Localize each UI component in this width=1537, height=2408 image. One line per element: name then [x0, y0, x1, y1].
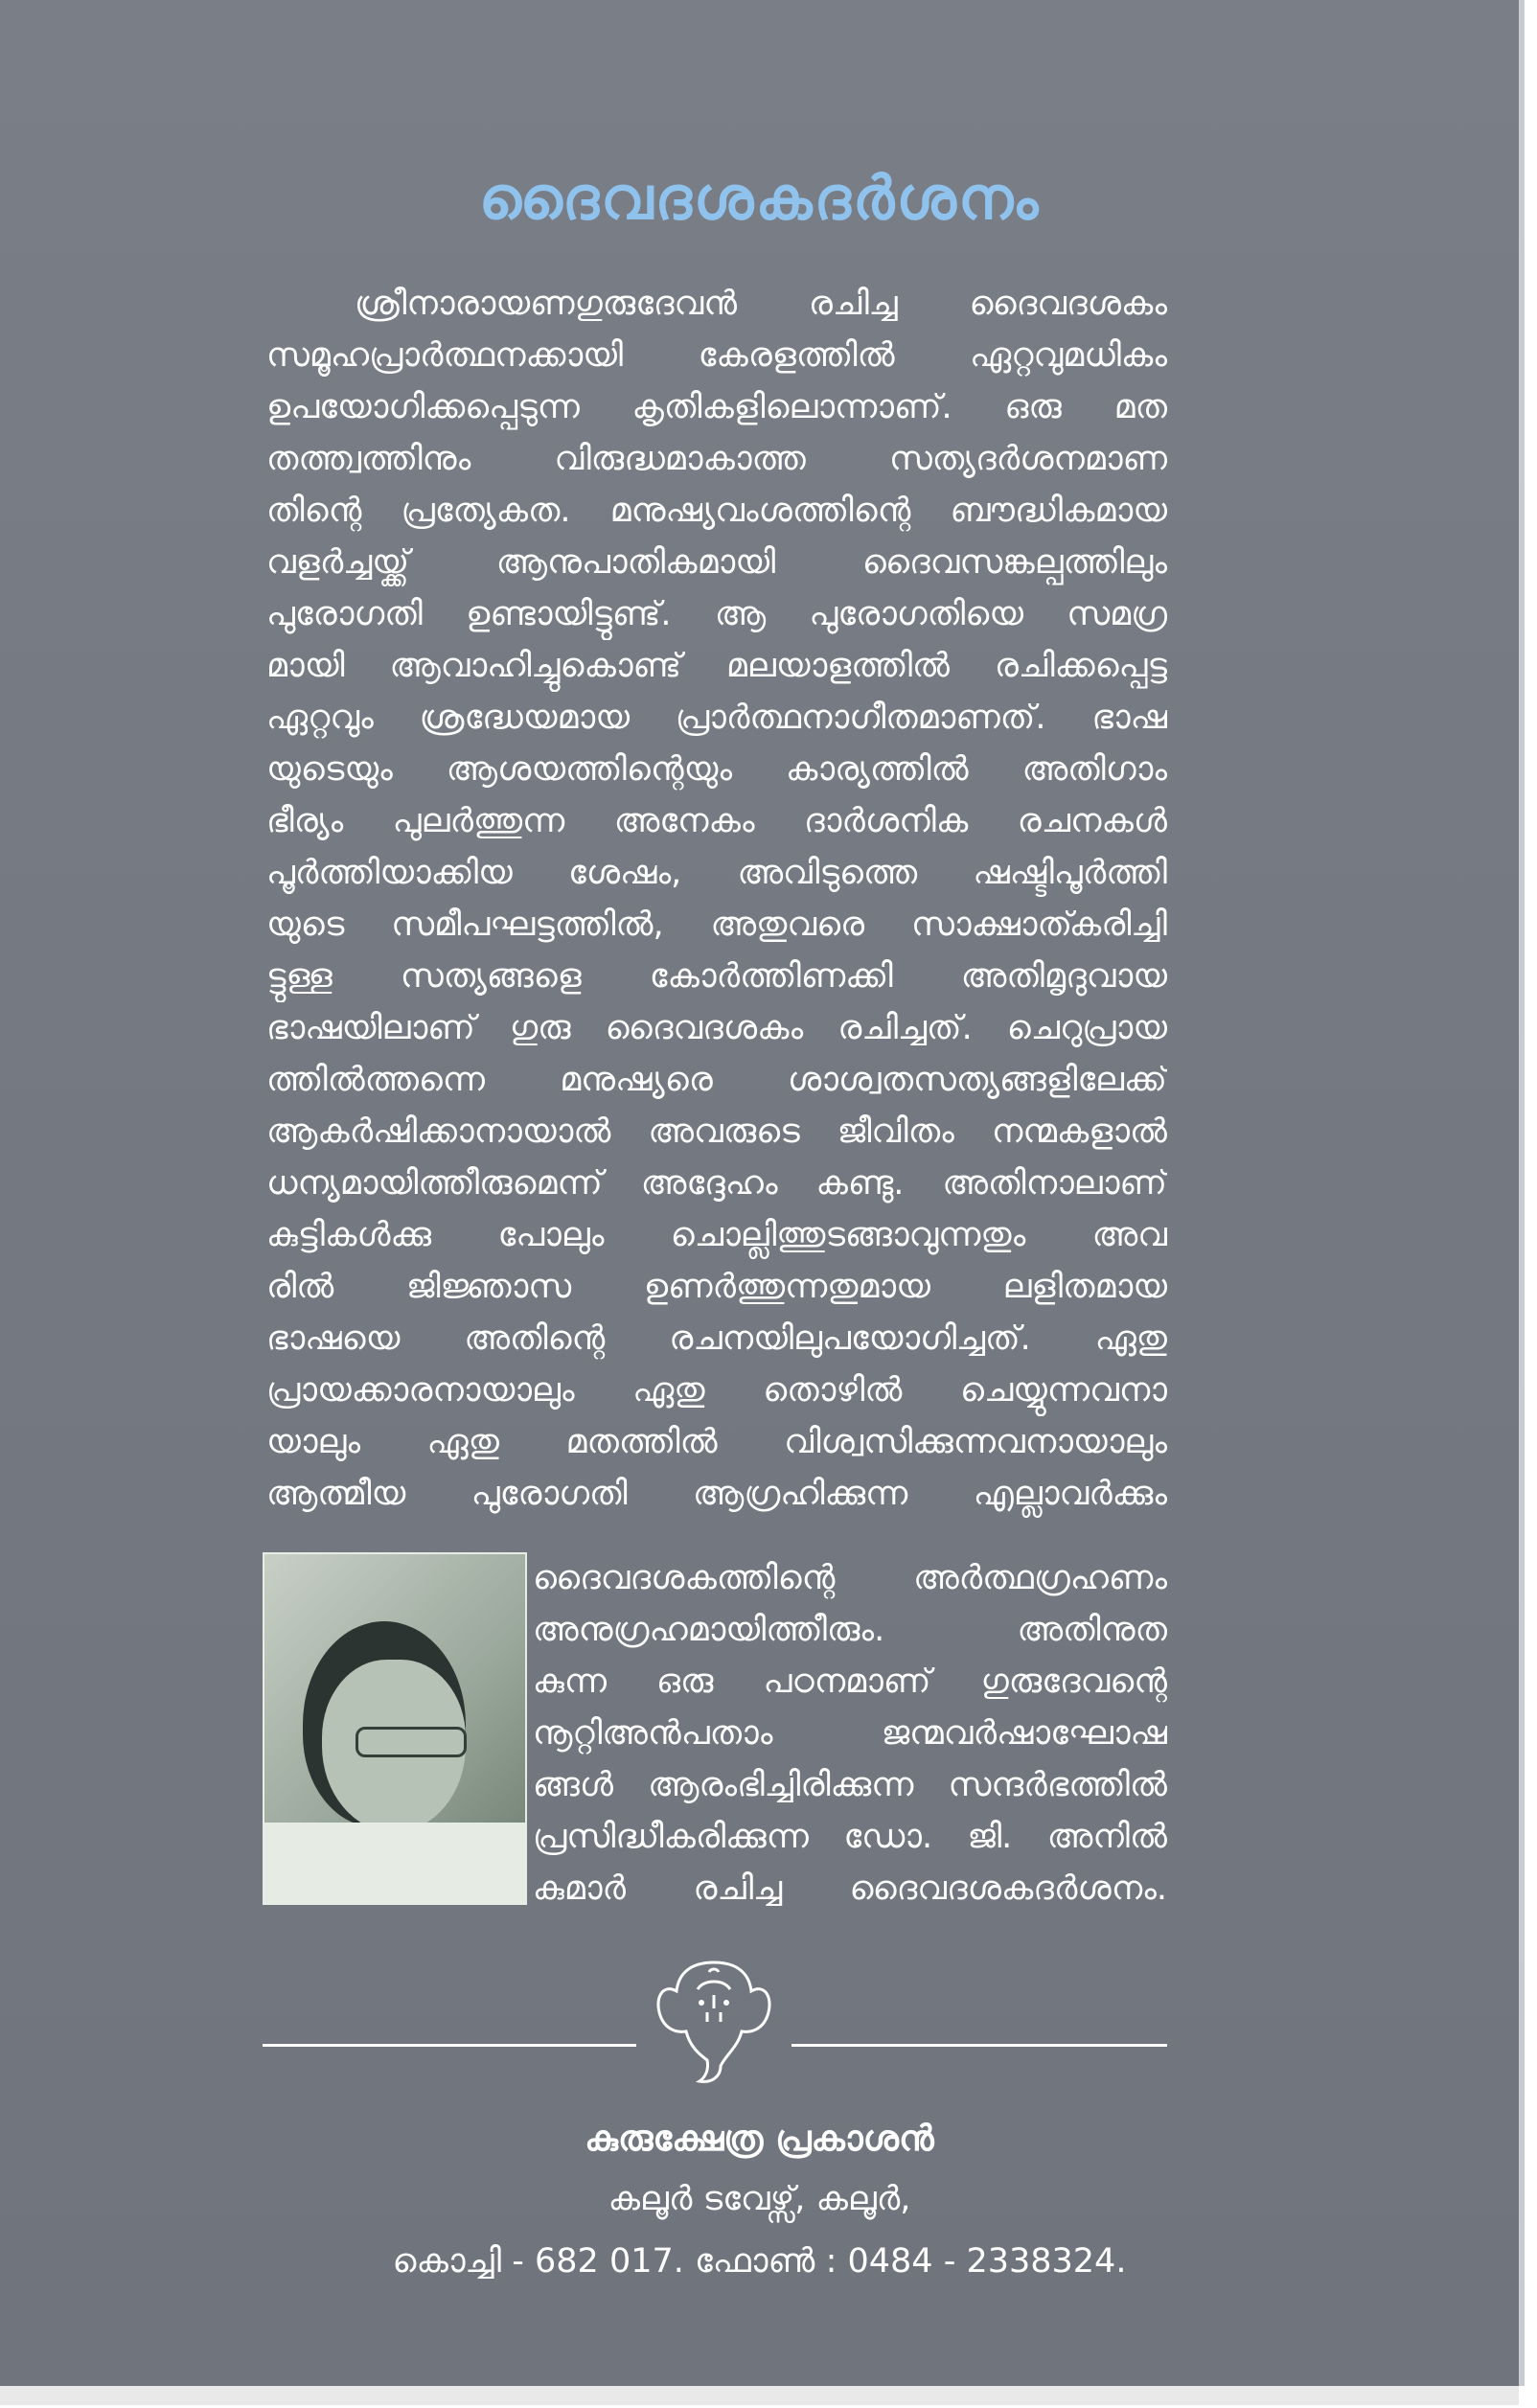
blurb-line: യാലും ഏതു മതത്തിൽ വിശ്വസിക്കുന്നവനായാലും [266, 1423, 1167, 1461]
blurb-text-beside-photo [533, 1552, 1167, 1915]
blurb-line: ആകർഷിക്കാനായാൽ അവരുടെ ജീവിതം നന്മകളാൽ [266, 1112, 1167, 1151]
blurb-line: സമൂഹപ്രാർത്ഥനക്കായി കേരളത്തിൽ ഏറ്റവുമധികം [266, 336, 1167, 375]
blurb-line: തിന്റെ പ്രത്യേകത. മനുഷ്യവംശത്തിന്റെ ബൗദ്ധികമായ [266, 492, 1167, 530]
blurb-line: തത്ത്വത്തിനും വിരുദ്ധമാകാത്ത സത്യദർശനമാണ [266, 440, 1167, 478]
book-title: ദൈവദശകദർശനം [478, 163, 1041, 233]
blurb-line: പൂർത്തിയാക്കിയ ശേഷം, അവിടുത്തെ ഷഷ്ടിപൂർത്തി [266, 854, 1167, 892]
blurb-line: വളർച്ചയ്ക്ക് ആനുപാതികമായി ദൈവസങ്കല്പത്തിലും [266, 543, 1167, 582]
publisher-city-phone: കൊച്ചി - 682 017. ഫോൺ : 0484 - 2338324. [392, 2242, 1127, 2281]
blurb-line: കുട്ടികൾക്കു പോലും ചൊല്ലിത്തുടങ്ങാവുന്നതും അവ [266, 1216, 1167, 1254]
author-photo [263, 1552, 527, 1905]
blurb-line: പ്രസിദ്ധീകരിക്കുന്ന ഡോ. ജി. അനിൽ [533, 1818, 1167, 1856]
blurb-line: ഏറ്റവും ശ്രദ്ധേയമായ പ്രാർത്ഥനാഗീതമാണത്. ഭാഷ [266, 699, 1167, 737]
author-shirt [264, 1823, 525, 1905]
blurb-line: രിൽ ജിജ്ഞാസ ഉണർത്തുന്നതുമായ ലളിതമായ [266, 1268, 1167, 1306]
blurb-line: പ്രായക്കാരനായാലും ഏതു തൊഴിൽ ചെയ്യുന്നവനാ [266, 1371, 1167, 1410]
blurb-line: കുന്ന ഒരു പഠനമാണ് ഗുരുദേവന്റെ [533, 1663, 1167, 1701]
blurb-line: ത്തിൽത്തന്നെ മനുഷ്യരെ ശാശ്വതസത്യങ്ങളിലേക്ക് [266, 1061, 1167, 1099]
blurb-line: കുമാർ രചിച്ച ദൈവദശകദർശനം. [533, 1869, 1167, 1908]
blurb-line: ധന്യമായിത്തീരുമെന്ന് അദ്ദേഹം കണ്ടു. അതിനാലാണ് [266, 1164, 1167, 1203]
blurb-line: ആത്മീയ പുരോഗതി ആഗ്രഹിക്കുന്ന എല്ലാവർക്കും [266, 1475, 1167, 1513]
blurb-line: നൂറ്റിഅൻപതാം ജന്മവർഷാഘോഷ [533, 1714, 1167, 1753]
blurb-line: ഭീര്യം പുലർത്തുന്ന അനേകം ദാർശനിക രചനകൾ [266, 802, 1167, 840]
blurb-line: ഉപയോഗിക്കപ്പെടുന്ന കൃതികളിലൊന്നാണ്. ഒരു മത [266, 388, 1167, 426]
blurb-line: ഭാഷയിലാണ് ഗുരു ദൈവദശകം രചിച്ചത്. ചെറുപ്രായ [266, 1009, 1167, 1047]
author-glasses [356, 1727, 467, 1757]
divider-right [791, 2044, 1167, 2047]
blurb-text [266, 278, 1167, 1520]
blurb-line: മായി ആവാഹിച്ചുകൊണ്ട് മലയാളത്തിൽ രചിക്കപ്പെട്ട [266, 647, 1167, 685]
publisher-address: കലൂർ ടവേഴ്സ്, കലൂർ, [608, 2180, 911, 2218]
blurb-line: യുടെ സമീപഘട്ടത്തിൽ, അതുവരെ സാക്ഷാത്കരിച്ചി [266, 906, 1167, 944]
publisher-name: കുരുക്ഷേത്ര പ്രകാശൻ [585, 2118, 934, 2159]
blurb-line: യുടെയും ആശയത്തിന്റെയും കാര്യത്തിൽ അതിഗാം [266, 750, 1167, 789]
blurb-line: പുരോഗതി ഉണ്ടായിട്ടുണ്ട്. ആ പുരോഗതിയെ സമഗ്ര [266, 595, 1167, 633]
blurb-line: ട്ടുള്ള സത്യങ്ങളെ കോർത്തിണക്കി അതിമൃദുവായ [266, 957, 1167, 996]
divider-left [263, 2044, 636, 2047]
blurb-line: ദൈവദശകത്തിന്റെ അർത്ഥഗ്രഹണം [533, 1559, 1167, 1597]
blurb-line: ങ്ങൾ ആരംഭിച്ചിരിക്കുന്ന സന്ദർഭത്തിൽ [533, 1766, 1167, 1804]
blurb-line: ശ്രീനാരായണഗുരുദേവൻ രചിച്ച ദൈവദശകം [355, 285, 1167, 323]
ganesha-emblem-icon [652, 1955, 776, 2089]
blurb-line: ഭാഷയെ അതിന്റെ രചനയിലുപയോഗിച്ചത്. ഏതു [266, 1319, 1167, 1358]
blurb-line: അനുഗ്രഹമായിത്തീരും. അതിനുത [533, 1611, 1167, 1649]
